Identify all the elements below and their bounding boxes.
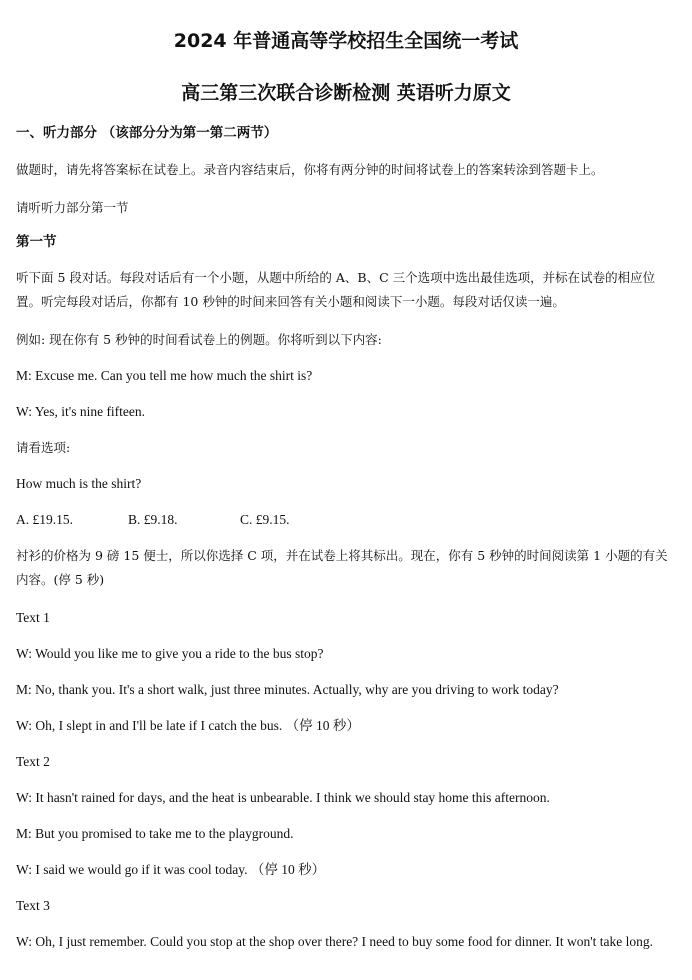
text3-label: Text 3 bbox=[16, 898, 50, 913]
text3-dialogue-w1: W: Oh, I just remember. Could you stop at the shop over there? I need to buy some food for dinner. It won't take long. bbox=[16, 934, 654, 949]
option-c: C. £9.15. bbox=[240, 512, 290, 527]
example-intro: 例如: 现在你有 5 秒钟的时间看试卷上的例题。你将听到以下内容: bbox=[16, 332, 382, 347]
text1-dialogue-m: M: No, thank you. It's a short walk, just three minutes. Actually, why are you driving to work today? bbox=[16, 682, 559, 697]
part-one-heading: 第一节 bbox=[16, 234, 57, 250]
option-a: A. £19.15. bbox=[16, 512, 73, 527]
text1-label: Text 1 bbox=[16, 610, 50, 625]
explanation-text: 衬衫的价格为 9 磅 15 便士，所以你选择 C 项，并在试卷上将其标出。现在，你有 5 秒钟的时间阅读第 1 小题的有关内容。(停 5 秒) bbox=[16, 548, 668, 587]
document-title: 2024 年普通高等学校招生全国统一考试 bbox=[173, 30, 519, 52]
example-options bbox=[16, 510, 676, 529]
text2-label: Text 2 bbox=[16, 754, 50, 769]
section-heading: 一、听力部分 （该部分分为第一第二两节） bbox=[16, 125, 278, 141]
text2-dialogue-m: M: But you promised to take me to the playground. bbox=[16, 826, 294, 841]
text1-dialogue-w2: W: Oh, I slept in and I'll be late if I catch the bus. （停 10 秒） bbox=[16, 718, 360, 733]
option-b: B. £9.18. bbox=[128, 512, 178, 527]
example-question: How much is the shirt? bbox=[16, 476, 142, 491]
part-one-prompt: 请听听力部分第一节 bbox=[16, 200, 129, 215]
text1-dialogue-w1: W: Would you like me to give you a ride to the bus stop? bbox=[16, 646, 324, 661]
example-dialogue-w: W: Yes, it's nine fifteen. bbox=[16, 404, 146, 419]
example-dialogue-m: M: Excuse me. Can you tell me how much the shirt is? bbox=[16, 368, 313, 383]
intro-text: 做题时，请先将答案标在试卷上。录音内容结束后，你将有两分钟的时间将试卷上的答案转涂到答题卡上。 bbox=[16, 162, 604, 177]
instructions-text: 听下面 5 段对话。每段对话后有一个小题，从题中所给的 A、B、C 三个选项中选出最佳选项，并标在试卷的相应位置。听完每段对话后，你都有 10 秒钟的时间来回答有关小题和阅读下一小题。每段对话仅读一遍。 bbox=[16, 270, 656, 309]
document-subtitle: 高三第三次联合诊断检测 英语听力原文 bbox=[181, 82, 511, 104]
text2-dialogue-w1: W: It hasn't rained for days, and the heat is unbearable. I think we should stay home this afternoon. bbox=[16, 790, 550, 805]
look-options-text: 请看选项: bbox=[16, 440, 71, 455]
text2-dialogue-w2: W: I said we would go if it was cool today. （停 10 秒） bbox=[16, 862, 326, 877]
